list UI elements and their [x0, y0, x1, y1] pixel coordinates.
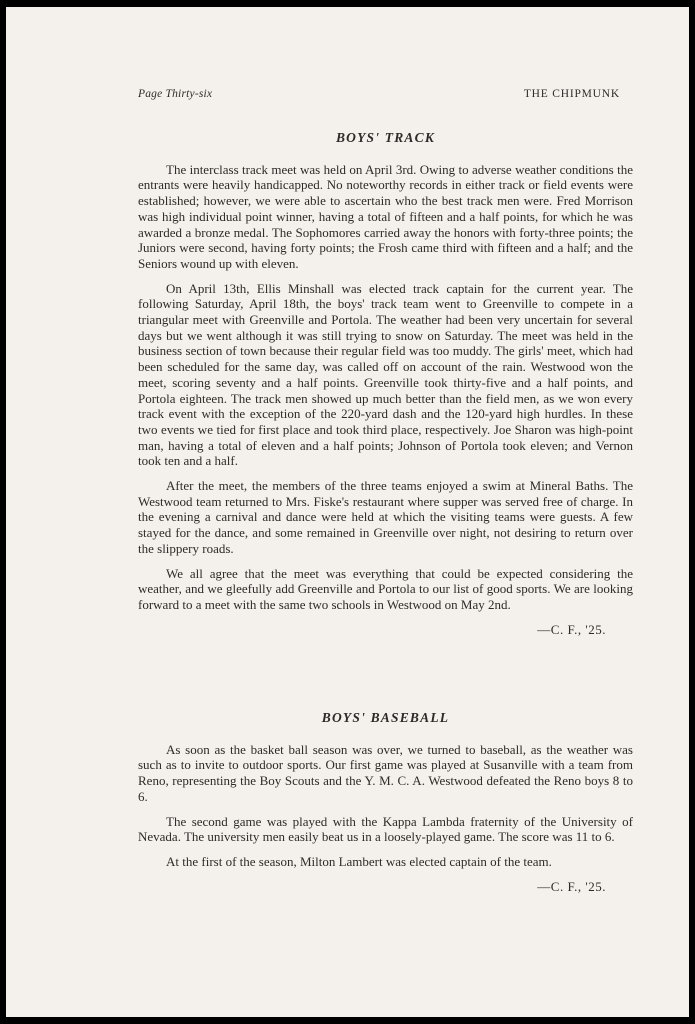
boys-baseball-section: [138, 710, 633, 894]
boys-track-section: [138, 130, 633, 637]
paragraph: At the first of the season, Milton Lambert was elected captain of the team.: [166, 853, 552, 869]
author-signature: —C. F., '25.: [537, 621, 606, 637]
section-title: BOYS' TRACK: [335, 130, 436, 145]
section-title: BOYS' BASEBALL: [321, 710, 450, 725]
paragraph: As soon as the basket ball season was over, we turned to baseball, as the weather was such as to invite to outdoor sports. Our first game was played at Susanville with a team from Reno, representing the Boy Scouts and the Y. M. C. A. Westwood defeated the Reno boys 8 to 6.: [138, 741, 633, 804]
paragraph: The interclass track meet was held on April 3rd. Owing to adverse weather conditions the entrants were heavily handicapped. No noteworthy records in either track or field events were established; however, we were able to ascertain who the best track men were. Fred Morrison was high individual point winner, having a total of fifteen and a half points, for which he was awarded a bronze medal. The Sophomores carried away the honors with forty-three points; the Juniors were second, having forty points; the Frosh came third with fifteen and a half; and the Seniors wound up with eleven.: [138, 161, 633, 271]
paragraph: After the meet, the members of the three teams enjoyed a swim at Mineral Baths. The Westwood team returned to Mrs. Fiske's restaurant where supper was served free of charge. In the evening a carnival and dance were held at which the visiting teams were guests. A few stayed for the dance, and some remained in Greenville over night, not desiring to return over the slippery roads.: [138, 478, 633, 556]
paragraph: The second game was played with the Kappa Lambda fraternity of the University of Nevada. The university men easily beat us in a loosely-played game. The score was 11 to 6.: [138, 813, 633, 845]
paragraph: On April 13th, Ellis Minshall was elected track captain for the current year. The following Saturday, April 18th, the boys' track team went to Greenville to compete in a triangular meet with Greenville and Portola. The weather had been very uncertain for several days but we went although it was still trying to snow on Saturday. The meet was held in the business section of town because their regular field was too muddy. The girls' meet, which had been scheduled for the same day, was called off on account of the rain. Westwood won the meet, scoring seventy and a half points. Greenville took thirty-five and a half points, and Portola eighteen. The track men showed up much better than the field men, as we won every track event with the exception of the 220-yard dash and the 120-yard high hurdles. In these two events we tied for first place and took third place, respectively. Joe Sharon was high-point man, having a total of eleven and a half points; Johnson of Portola took eleven; and Vernon took ten and a half.: [138, 280, 633, 469]
paragraph: We all agree that the meet was everything that could be expected considering the weather, and we gleefully add Greenville and Portola to our list of good sports. We are looking forward to a meet with the same two schools in Westwood on May 2nd.: [138, 565, 633, 612]
publication-title: THE CHIPMUNK: [523, 88, 620, 100]
document-page: [6, 7, 689, 1017]
page-number: Page Thirty-six: [138, 88, 213, 100]
author-signature: —C. F., '25.: [537, 878, 606, 894]
